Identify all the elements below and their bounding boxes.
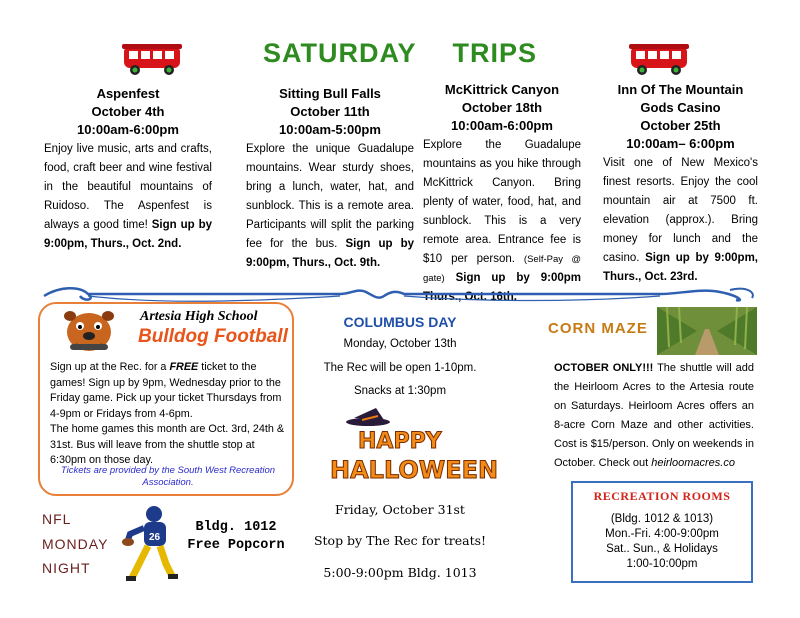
- trip-signup: Sign up by 9:00pm Thurs., Oct. 16th.: [423, 272, 581, 303]
- trip-time: 10:00am-6:00pm: [451, 118, 553, 133]
- happy-halloween-logo: [326, 408, 499, 486]
- trip-name-line2: Gods Casino: [640, 100, 721, 115]
- trip-description: Explore the unique Guadalupe mountains. Wear sturdy shoes, bring a lunch, water, hat, and sunblock. This is a remote area. Participants will split the parking fee for the bus. Sign up by 9:00pm, Thurs., Oct. 9th.: [246, 143, 414, 269]
- trip-mckittrick-canyon: [423, 81, 581, 307]
- halloween-logo-halloween: HALLOWEEN: [330, 456, 499, 484]
- recreation-rooms-weekend: Sat.. Sun., & Holidays: [606, 543, 718, 555]
- free-label: FREE: [169, 361, 199, 373]
- corn-maze-website: heirloomacres.co: [651, 457, 735, 469]
- trip-date: October 25th: [640, 118, 721, 133]
- trip-description: Visit one of New Mexico's finest resorts. Enjoy the cool mountain air at 7500 ft. elevation (approx.). Bring money for lunch and the casino. Sign up by 9:00pm, Thurs., Oct. 23rd.: [603, 157, 758, 283]
- halloween-treats: Stop by The Rec for treats!: [313, 533, 487, 548]
- trip-signup: Sign up by 9:00pm, Thurs., Oct. 9th.: [246, 238, 414, 269]
- trip-name: Aspenfest: [96, 86, 160, 101]
- recreation-rooms-weekday-hours: Mon.-Fri. 4:00-9:00pm: [605, 528, 719, 540]
- nfl-label-line2: MONDAY: [42, 536, 109, 552]
- football-school: Artesia High School: [140, 309, 258, 324]
- trip-time: 10:00am– 6:00pm: [626, 136, 735, 151]
- trip-date: October 4th: [91, 104, 165, 119]
- nfl-label-line1: NFL: [42, 511, 72, 527]
- trip-note: (Self-Pay @ gate): [423, 254, 581, 284]
- wave-divider: [40, 284, 760, 304]
- trip-date: October 18th: [461, 100, 543, 115]
- trip-signup: Sign up by 9:00pm, Thurs., Oct. 23rd.: [603, 252, 758, 283]
- halloween-logo-happy: HAPPY: [358, 429, 442, 454]
- corn-maze-photo: [657, 307, 757, 355]
- corn-maze-title: CORN MAZE: [548, 320, 648, 337]
- nfl-details: [186, 519, 286, 555]
- trip-sitting-bull-falls: [246, 85, 414, 273]
- page-title: SATURDAY TRIPS: [262, 38, 538, 68]
- trip-date: October 11th: [290, 104, 370, 119]
- columbus-day-date: Monday, October 13th: [343, 338, 457, 350]
- trip-description: Explore the Guadalupe mountains as you hike through McKittrick Canyon. Bring plenty of water, food, hat, and sunblock. This is a very remote area. Entrance fee is $10 per person. (Self-Pay @ gate) Sign up by 9:00pm Thurs., Oct. 16th.: [423, 139, 581, 303]
- football-description: Sign up at the Rec. for a FREE ticket to the games! Sign up by 9pm, Wednesday prior to the Friday game. Pick up your ticket Thursdays from 4-9pm or Fridays from 4-6pm. The home games this month are Oct. 3rd, 24th & 31st. Bus will leave from the shuttle stop at 6:30pm on those day.: [50, 361, 285, 466]
- trip-description: Enjoy live music, arts and crafts, food, craft beer and wine festival in the beautiful mountains of Ruidoso. The Aspenfest is always a good time! Sign up by 9:00pm, Thurs., Oct. 2nd.: [44, 143, 212, 250]
- svg-text:26: 26: [149, 532, 161, 543]
- football-credit: Tickets are provided by the South West Recreation Association.: [60, 465, 276, 488]
- football-player-icon: [120, 504, 178, 584]
- trip-time: 10:00am-6:00pm: [77, 122, 179, 137]
- nfl-building: Bldg. 1012: [195, 520, 277, 535]
- trip-inn-of-the-mountain-gods: [603, 81, 758, 287]
- columbus-day-hours: The Rec will be open 1-10pm.: [323, 362, 477, 374]
- bulldog-logo-icon: [62, 306, 116, 354]
- columbus-day-title: COLUMBUS DAY: [343, 314, 457, 330]
- recreation-rooms-weekend-hours: 1:00-10:00pm: [626, 558, 698, 570]
- nfl-label-line3: NIGHT: [42, 560, 91, 576]
- bus-icon-right: [627, 40, 691, 78]
- football-home-games: The home games this month are Oct. 3rd, 24th & 31st. Bus will leave from the shuttle stop at 6:30pm on those day.: [50, 423, 285, 466]
- recreation-rooms-buildings: (Bldg. 1012 & 1013): [610, 513, 714, 525]
- trip-name: Sitting Bull Falls: [279, 86, 381, 101]
- trip-aspenfest: [44, 85, 212, 254]
- trip-signup: Sign up by 9:00pm, Thurs., Oct. 2nd.: [44, 219, 212, 250]
- trip-name: Inn Of The Mountain: [617, 82, 744, 97]
- halloween-time: 5:00-9:00pm Bldg. 1013: [323, 565, 477, 580]
- halloween-date: Friday, October 31st: [335, 502, 465, 517]
- columbus-day-snacks: Snacks at 1:30pm: [353, 385, 447, 397]
- recreation-rooms-title: RECREATION ROOMS: [593, 489, 731, 503]
- corn-maze-description: OCTOBER ONLY!!! The shuttle will add the Heirloom Acres to the Artesia route on Saturdays. Heirloom Acres offers an 8-acre Corn Maze and other activities. Cost is $15/person. Only on weekends in October. Check out heirloomacres.co: [554, 362, 754, 469]
- corn-maze-lead: OCTOBER ONLY!!!: [554, 362, 654, 374]
- trip-name: McKittrick Canyon: [444, 82, 560, 97]
- trip-time: 10:00am-5:00pm: [279, 122, 381, 137]
- nfl-popcorn: Free Popcorn: [187, 538, 285, 553]
- football-title: Bulldog Football: [138, 326, 288, 347]
